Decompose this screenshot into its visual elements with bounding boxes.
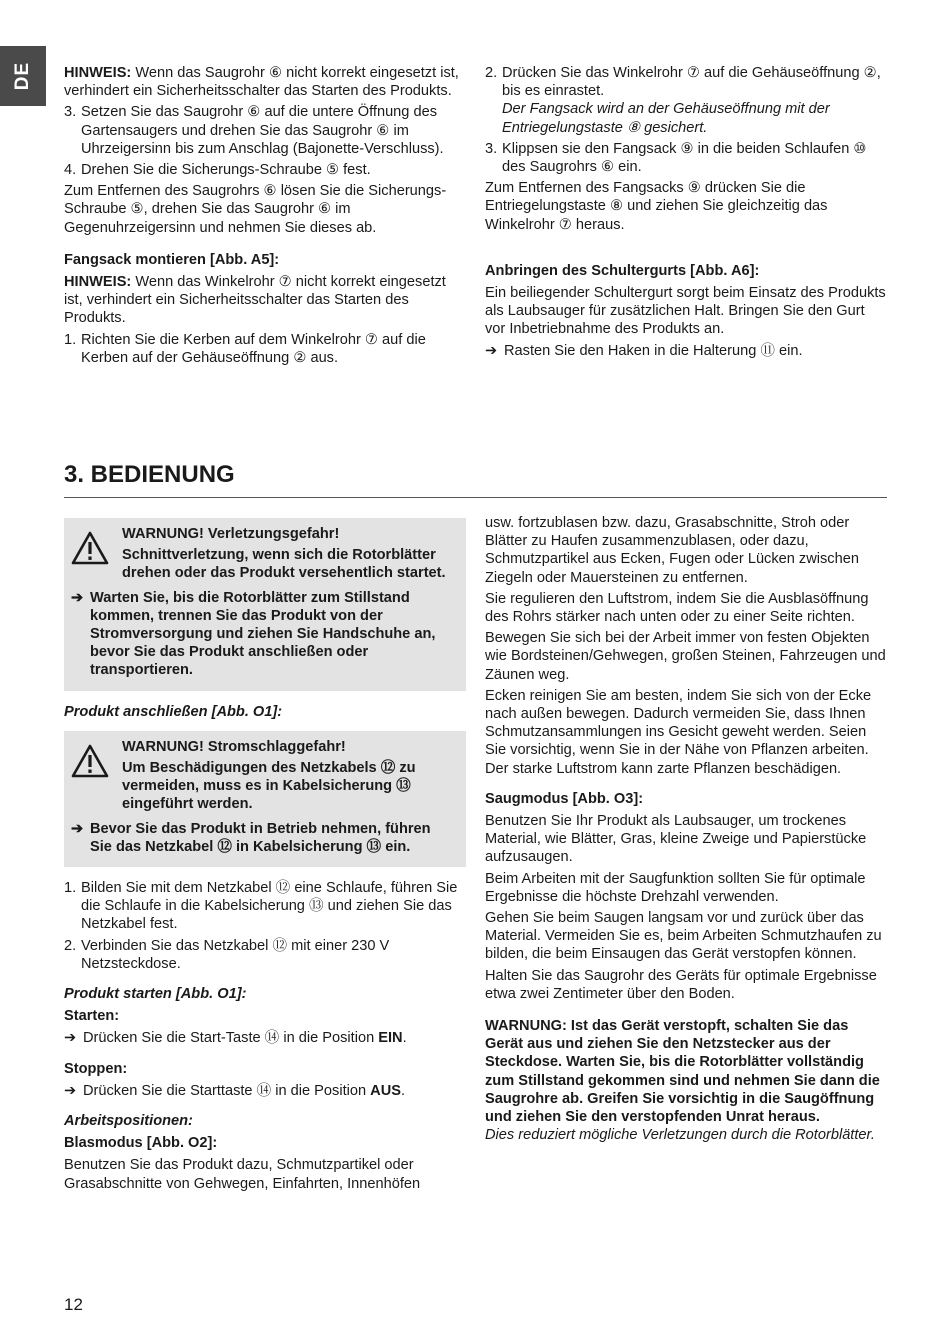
list-text: Drehen Sie die Sicherungs-Schraube ⑤ fest. — [81, 162, 371, 179]
blow-mode-heading: Blasmodus [Abb. O2]: — [64, 1135, 218, 1152]
arrow-icon: ➔ — [485, 342, 498, 359]
warning-action — [71, 820, 456, 856]
list-text: Drücken Sie das Winkelrohr ⑦ auf die Gehäuseöffnung ②, bis es einrastet. — [502, 65, 881, 100]
list-number: 2. — [485, 65, 498, 81]
clog-warning-note: Dies reduziert mögliche Verletzungen durch die Rotorblätter. — [485, 1127, 875, 1144]
position-on: EIN — [378, 1030, 403, 1047]
blow-mode-text-cont: usw. fortzublasen bzw. dazu, Grasabschnitte, Stroh oder Blätter zu Haufen zusammenzublasen, oder dazu, Schmutzpartikel aus Ecken, Fugen oder Lücken zwischen Ziegeln oder Mauersteinen zu entfernen. — [485, 515, 859, 586]
list-item — [64, 937, 466, 973]
list-number: 3. — [485, 140, 498, 157]
stop-label: Stoppen: — [64, 1060, 128, 1077]
list-text: Bilden Sie mit dem Netzkabel ⑫ eine Schlaufe, führen Sie die Schlaufe in die Kabelsicherung ⑬ und ziehen Sie das Netzkabel fest. — [81, 880, 458, 933]
connect-heading: Produkt anschließen [Abb. O1]: — [64, 703, 283, 720]
list-text: Richten Sie die Kerben auf dem Winkelrohr ⑦ auf die Kerben auf der Gehäuseöffnung ② aus. — [81, 331, 426, 366]
note-saugrohr — [64, 64, 466, 100]
left-top-column — [64, 64, 466, 370]
warning-action-text: Bevor Sie das Produkt in Betrieb nehmen, führen Sie das Netzkabel ⑫ in Kabelsicherung ⑬ ein. — [90, 820, 431, 855]
language-label: DE — [11, 61, 33, 91]
list-item — [485, 140, 887, 176]
right-bottom-column — [485, 514, 887, 1148]
left-bottom-column — [64, 518, 466, 1196]
warning-action — [71, 589, 456, 680]
blow-mode-text: Benutzen Sie das Produkt dazu, Schmutzpartikel oder Grasabschnitte von Gehwegen, Einfahrten, Innenhöfen — [64, 1157, 421, 1192]
airflow-text: Sie regulieren den Luftstrom, indem Sie die Ausblasöffnung des Rohrs stärker nach unten oder zu einer Seite richten. — [485, 590, 869, 626]
list-item — [64, 879, 466, 934]
strap-text: Ein beiliegender Schultergurt sorgt beim Einsatz des Produkts als Laubsauger für zusätzlichen Halt. Bringen Sie den Gurt vor Inbetriebnahme des Produkts an. — [485, 285, 886, 338]
page-number: 12 — [64, 1295, 83, 1314]
warning-text: Um Beschädigungen des Netzkabels ⑫ zu vermeiden, muss es in Kabelsicherung ⑬ eingeführt werden. — [122, 760, 416, 813]
start-label: Starten: — [64, 1008, 120, 1025]
list-number: 2. — [64, 937, 77, 954]
movement-text: Bewegen Sie sich bei der Arbeit immer von festen Objekten wie Bordsteinen/Gehwegen, großen Steinen, Fahrzeugen und Zäunen weg. — [485, 630, 886, 683]
note-label: HINWEIS: — [64, 65, 132, 81]
remove-fangsack-text: Zum Entfernen des Fangsacks ⑨ drücken Sie die Entriegelungstaste ⑧ und ziehen Sie gleichzeitig das Winkelrohr ⑦ heraus. — [485, 180, 828, 233]
warning-box-electric — [64, 731, 466, 867]
corner-text: Ecken reinigen Sie am besten, indem Sie sich von der Ecke nach außen bewegen. Dadurch vermeiden Sie, dass Ihnen Schmutzansammlungen ins Gesicht geweht werden. Seien Sie vorsichtig, wenn Sie in der Nähe von Pflanzen arbeiten. Der starke Luftstrom kann zarte Pflanzen beschädigen. — [485, 687, 872, 777]
arrow-icon: ➔ — [71, 820, 84, 837]
warning-title: WARNUNG! Verletzungsgefahr! — [122, 526, 340, 542]
list-item — [64, 161, 466, 179]
clog-warning-text: WARNUNG: Ist das Gerät verstopft, schalten Sie das Gerät aus und ziehen Sie den Netzstecker aus der Steckdose. Warten Sie, bis die Rotorblätter vollständig zum Stillstand gekommen sind und nehmen Sie dann die Saugrohre ab. Greifen Sie vorsichtig in die Saugöffnung und ziehen Sie den verstopfenden Unrat heraus. — [485, 1018, 880, 1126]
list-text: Verbinden Sie das Netzkabel ⑫ mit einer 230 V Netzsteckdose. — [81, 937, 390, 972]
list-item — [64, 103, 466, 158]
list-result-text: Der Fangsack wird an der Gehäuseöffnung mit der Entriegelungstaste ⑧ gesichert. — [502, 101, 830, 136]
note-text: Wenn das Saugrohr ⑥ nicht korrekt eingesetzt ist, verhindert ein Sicherheitsschalter das Starten des Produkts. — [64, 65, 459, 100]
instruction-step: ➔ Drücken Sie die Starttaste ⑭ in die Position AUS. — [64, 1082, 406, 1099]
arrow-icon: ➔ — [64, 1082, 77, 1099]
section-title: 3. BEDIENUNG — [64, 461, 235, 488]
instruction-text: Drücken Sie die Starttaste ⑭ in die Position — [83, 1082, 371, 1099]
list-number: 4. — [64, 162, 77, 179]
language-tab — [0, 46, 46, 106]
right-top-column — [485, 64, 887, 363]
suction-text: Benutzen Sie Ihr Produkt als Laubsauger, um trockenes Material, wie Blätter, Gras, kleine Zweige und Papierstücke aufzusaugen. — [485, 813, 867, 866]
list-item — [64, 331, 466, 367]
list-item — [485, 64, 887, 137]
fangsack-heading: Fangsack montieren [Abb. A5]: — [64, 251, 280, 268]
position-off: AUS — [370, 1082, 401, 1099]
warning-text: Schnittverletzung, wenn sich die Rotorblätter drehen oder das Produkt versehentlich startet. — [122, 547, 446, 582]
instruction-text: Drücken Sie die Start-Taste ⑭ in die Position — [83, 1030, 379, 1047]
note-label: HINWEIS: — [64, 274, 132, 291]
instruction-step — [485, 342, 887, 360]
hold-text: Halten Sie das Saugrohr des Geräts für optimale Ergebnisse etwa zwei Zentimeter über den Boden. — [485, 967, 877, 1002]
warning-action-text: Warten Sie, bis die Rotorblätter zum Stillstand kommen, trennen Sie das Produkt von der Stromversorgung und ziehen Sie Handschuhe an, bevor Sie das Produkt anschließen oder transportieren. — [90, 589, 436, 679]
list-text: Setzen Sie das Saugrohr ⑥ auf die untere Öffnung des Gartensaugers und drehen Sie das Saugrohr ⑥ im Uhrzeigersinn bis zum Anschlag (Bajonette-Verschluss). — [81, 104, 444, 157]
section-divider — [64, 497, 887, 498]
suction-heading: Saugmodus [Abb. O3]: — [485, 790, 644, 807]
instruction-text: Rasten Sie den Haken in die Halterung ⑪ ein. — [504, 342, 803, 359]
note-winkelrohr — [64, 273, 466, 328]
arrow-icon: ➔ — [71, 589, 84, 606]
remove-saugrohr-text: Zum Entfernen des Saugrohrs ⑥ lösen Sie die Sicherungs-Schraube ⑤, drehen Sie das Saugrohr ⑥ im Gegenuhrzeigersinn und nehmen Sie dieses ab. — [64, 183, 447, 236]
start-heading: Produkt starten [Abb. O1]: — [64, 986, 247, 1003]
strap-heading: Anbringen des Schultergurts [Abb. A6]: — [485, 262, 760, 279]
list-number: 1. — [64, 880, 77, 897]
arrow-icon: ➔ — [64, 1030, 77, 1047]
work-positions-heading: Arbeitspositionen: — [64, 1113, 193, 1130]
warning-triangle-icon — [71, 525, 122, 586]
note-text: Wenn das Winkelrohr ⑦ nicht korrekt eingesetzt ist, verhindert ein Sicherheitsschalter das Starten des Produkts. — [64, 274, 446, 327]
list-number: 3. — [64, 104, 77, 121]
speed-text: Beim Arbeiten mit der Saugfunktion sollten Sie für optimale Ergebnisse die höchste Drehzahl verwenden. — [485, 870, 866, 905]
warning-triangle-icon — [71, 738, 122, 817]
instruction-step: ➔ Drücken Sie die Start-Taste ⑭ in die Position EIN. — [64, 1030, 407, 1047]
list-text: Klippsen sie den Fangsack ⑨ in die beiden Schlaufen ⑩ des Saugrohrs ⑥ ein. — [502, 140, 867, 176]
warning-box-injury — [64, 518, 466, 691]
warning-title: WARNUNG! Stromschlaggefahr! — [122, 738, 346, 755]
list-number: 1. — [64, 331, 77, 348]
slow-text: Gehen Sie beim Saugen langsam vor und zurück über das Material. Vermeiden Sie es, beim Arbeiten Schmutzhaufen zu bilden, die beim Einsaugen das Gerät verstopfen können. — [485, 910, 882, 963]
